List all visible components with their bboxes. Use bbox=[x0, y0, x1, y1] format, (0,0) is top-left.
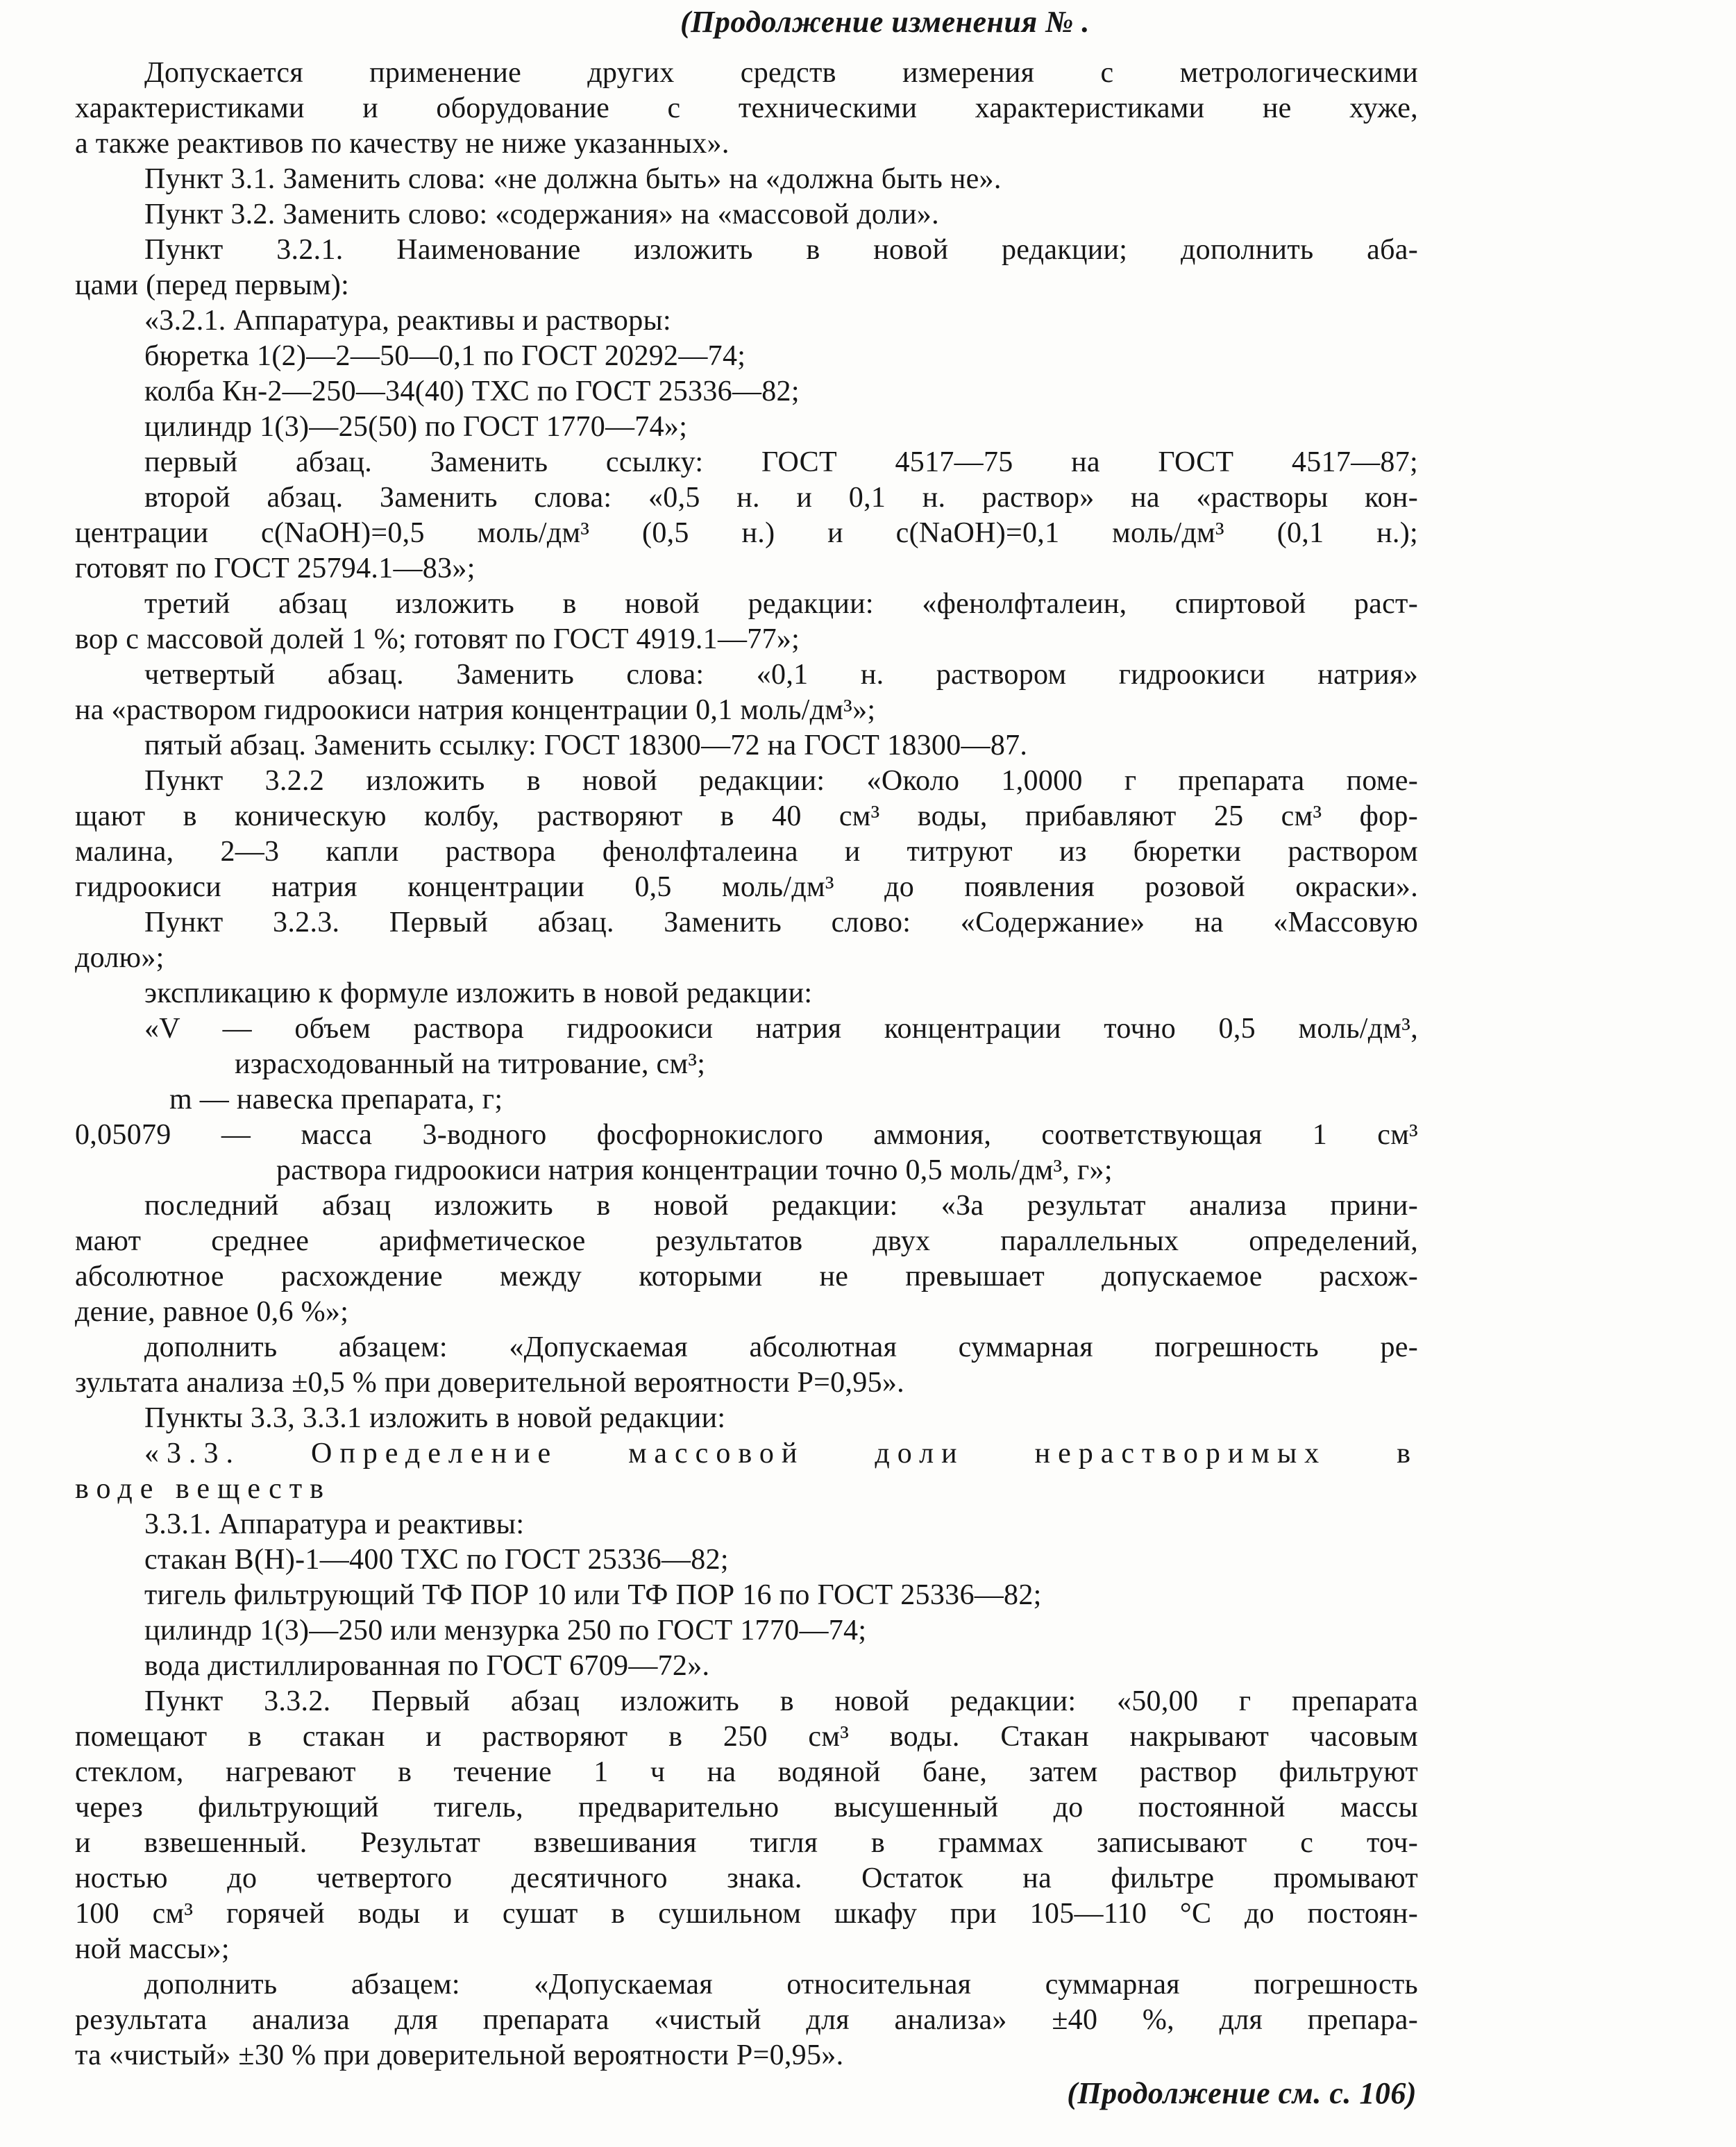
text-line: стеклом, нагревают в течение 1 ч на водяной бане, затем раствор фильтруют bbox=[75, 1756, 1418, 1788]
text-line: стакан В(Н)-1—400 ТХС по ГОСТ 25336—82; bbox=[144, 1544, 729, 1576]
text-line: гидроокиси натрия концентрации 0,5 моль/дм³ до появления розовой окраски». bbox=[75, 871, 1418, 903]
text-line: раствора гидроокиси натрия концентрации точно 0,5 моль/дм³, г»; bbox=[276, 1154, 1113, 1186]
text-line: дение, равное 0,6 %»; bbox=[75, 1296, 349, 1328]
text-line: та «чистый» ±30 % при доверительной вероятности P=0,95». bbox=[75, 2039, 844, 2071]
text-line: 100 см³ горячей воды и сушат в сушильном шкафу при 105—110 °С до постоян- bbox=[75, 1898, 1418, 1930]
text-line: 0,05079 — масса 3-водного фосфорнокислого аммония, соответствующая 1 см³ bbox=[75, 1119, 1418, 1151]
text-line: зультата анализа ±0,5 % при доверительной вероятности P=0,95». bbox=[75, 1367, 904, 1399]
text-line: Пункт 3.1. Заменить слова: «не должна быть» на «должна быть не». bbox=[144, 163, 1002, 195]
text-line: «3.3. Определение массовой доли нерастворимых в bbox=[144, 1438, 1418, 1470]
page-header: (Продолжение изменения № . bbox=[680, 5, 1090, 39]
text-line: израсходованный на титрование, см³; bbox=[235, 1048, 706, 1080]
document-body bbox=[75, 56, 1418, 2073]
text-line: последний абзац изложить в новой редакции: «За результат анализа прини- bbox=[144, 1190, 1418, 1222]
text-line: 3.3.1. Аппаратура и реактивы: bbox=[144, 1508, 525, 1540]
text-line: характеристиками и оборудование с техническими характеристиками не хуже, bbox=[75, 92, 1418, 124]
text-line: m — навеска препарата, г; bbox=[169, 1084, 503, 1115]
text-line: Допускается применение других средств измерения с метрологическими bbox=[144, 57, 1418, 89]
text-line: Пункт 3.2.3. Первый абзац. Заменить слово: «Содержание» на «Массовую bbox=[144, 907, 1418, 938]
text-line: вода дистиллированная по ГОСТ 6709—72». bbox=[144, 1650, 710, 1682]
text-line: третий абзац изложить в новой редакции: «фенолфталеин, спиртовой раст- bbox=[144, 588, 1418, 620]
text-line: помещают в стакан и растворяют в 250 см³ воды. Стакан накрывают часовым bbox=[75, 1721, 1418, 1753]
text-line: Пункты 3.3, 3.3.1 изложить в новой редакции: bbox=[144, 1402, 726, 1434]
text-line: четвертый абзац. Заменить слова: «0,1 н. раствором гидроокиси натрия» bbox=[144, 659, 1418, 691]
text-line: цилиндр 1(3)—250 или мензурка 250 по ГОСТ 1770—74; bbox=[144, 1615, 867, 1647]
text-line: и взвешенный. Результат взвешивания тигля в граммах записывают с точ- bbox=[75, 1827, 1418, 1859]
text-line: колба Кн-2—250—34(40) ТХС по ГОСТ 25336—82; bbox=[144, 376, 800, 407]
text-line: «3.2.1. Аппаратура, реактивы и растворы: bbox=[144, 305, 671, 337]
text-line: вор с массовой долей 1 %; готовят по ГОСТ 4919.1—77»; bbox=[75, 623, 800, 655]
text-line: цилиндр 1(3)—25(50) по ГОСТ 1770—74»; bbox=[144, 411, 688, 443]
text-line: второй абзац. Заменить слова: «0,5 н. и 0,1 н. раствор» на «растворы кон- bbox=[144, 482, 1418, 514]
text-line: через фильтрующий тигель, предварительно высушенный до постоянной массы bbox=[75, 1792, 1418, 1824]
text-line: дополнить абзацем: «Допускаемая абсолютная суммарная погрешность ре- bbox=[144, 1331, 1418, 1363]
text-line: пятый абзац. Заменить ссылку: ГОСТ 18300—72 на ГОСТ 18300—87. bbox=[144, 730, 1028, 761]
text-line: бюретка 1(2)—2—50—0,1 по ГОСТ 20292—74; bbox=[144, 340, 746, 372]
text-line: ностью до четвертого десятичного знака. Остаток на фильтре промывают bbox=[75, 1862, 1418, 1894]
text-line: дополнить абзацем: «Допускаемая относительная суммарная погрешность bbox=[144, 1969, 1418, 2001]
text-line: на «раствором гидроокиси натрия концентрации 0,1 моль/дм³»; bbox=[75, 694, 876, 726]
text-line: Пункт 3.3.2. Первый абзац изложить в новой редакции: «50,00 г препарата bbox=[144, 1685, 1418, 1717]
text-line: малина, 2—3 капли раствора фенолфталеина и титруют из бюретки раствором bbox=[75, 836, 1418, 868]
text-line: а также реактивов по качеству не ниже указанных». bbox=[75, 128, 730, 160]
text-line: экспликацию к формуле изложить в новой редакции: bbox=[144, 977, 813, 1009]
text-line: долю»; bbox=[75, 942, 165, 974]
text-line: щают в коническую колбу, растворяют в 40 см³ воды, прибавляют 25 см³ фор- bbox=[75, 800, 1418, 832]
text-line: центрации c(NaOH)=0,5 моль/дм³ (0,5 н.) и c(NaOH)=0,1 моль/дм³ (0,1 н.); bbox=[75, 517, 1418, 549]
text-line: Пункт 3.2.1. Наименование изложить в новой редакции; дополнить аба- bbox=[144, 234, 1418, 266]
text-line: первый абзац. Заменить ссылку: ГОСТ 4517—75 на ГОСТ 4517—87; bbox=[144, 446, 1418, 478]
text-line: Пункт 3.2. Заменить слово: «содержания» на «массовой доли». bbox=[144, 199, 939, 230]
text-line: Пункт 3.2.2 изложить в новой редакции: «Около 1,0000 г препарата поме- bbox=[144, 765, 1418, 797]
text-line: мают среднее арифметическое результатов двух параллельных определений, bbox=[75, 1225, 1418, 1257]
page-footer: (Продолжение см. с. 106) bbox=[1067, 2076, 1417, 2110]
text-line: «V — объем раствора гидроокиси натрия концентрации точно 0,5 моль/дм³, bbox=[144, 1013, 1418, 1045]
text-line: абсолютное расхождение между которыми не превышает допускаемое расхож- bbox=[75, 1261, 1418, 1293]
text-line: результата анализа для препарата «чистый для анализа» ±40 %, для препара- bbox=[75, 2004, 1418, 2036]
text-line: воде веществ bbox=[75, 1473, 331, 1505]
text-line: тигель фильтрующий ТФ ПОР 10 или ТФ ПОР 16 по ГОСТ 25336—82; bbox=[144, 1579, 1042, 1611]
text-line: ной массы»; bbox=[75, 1933, 230, 1965]
text-line: цами (перед первым): bbox=[75, 269, 350, 301]
text-line: готовят по ГОСТ 25794.1—83»; bbox=[75, 553, 475, 584]
